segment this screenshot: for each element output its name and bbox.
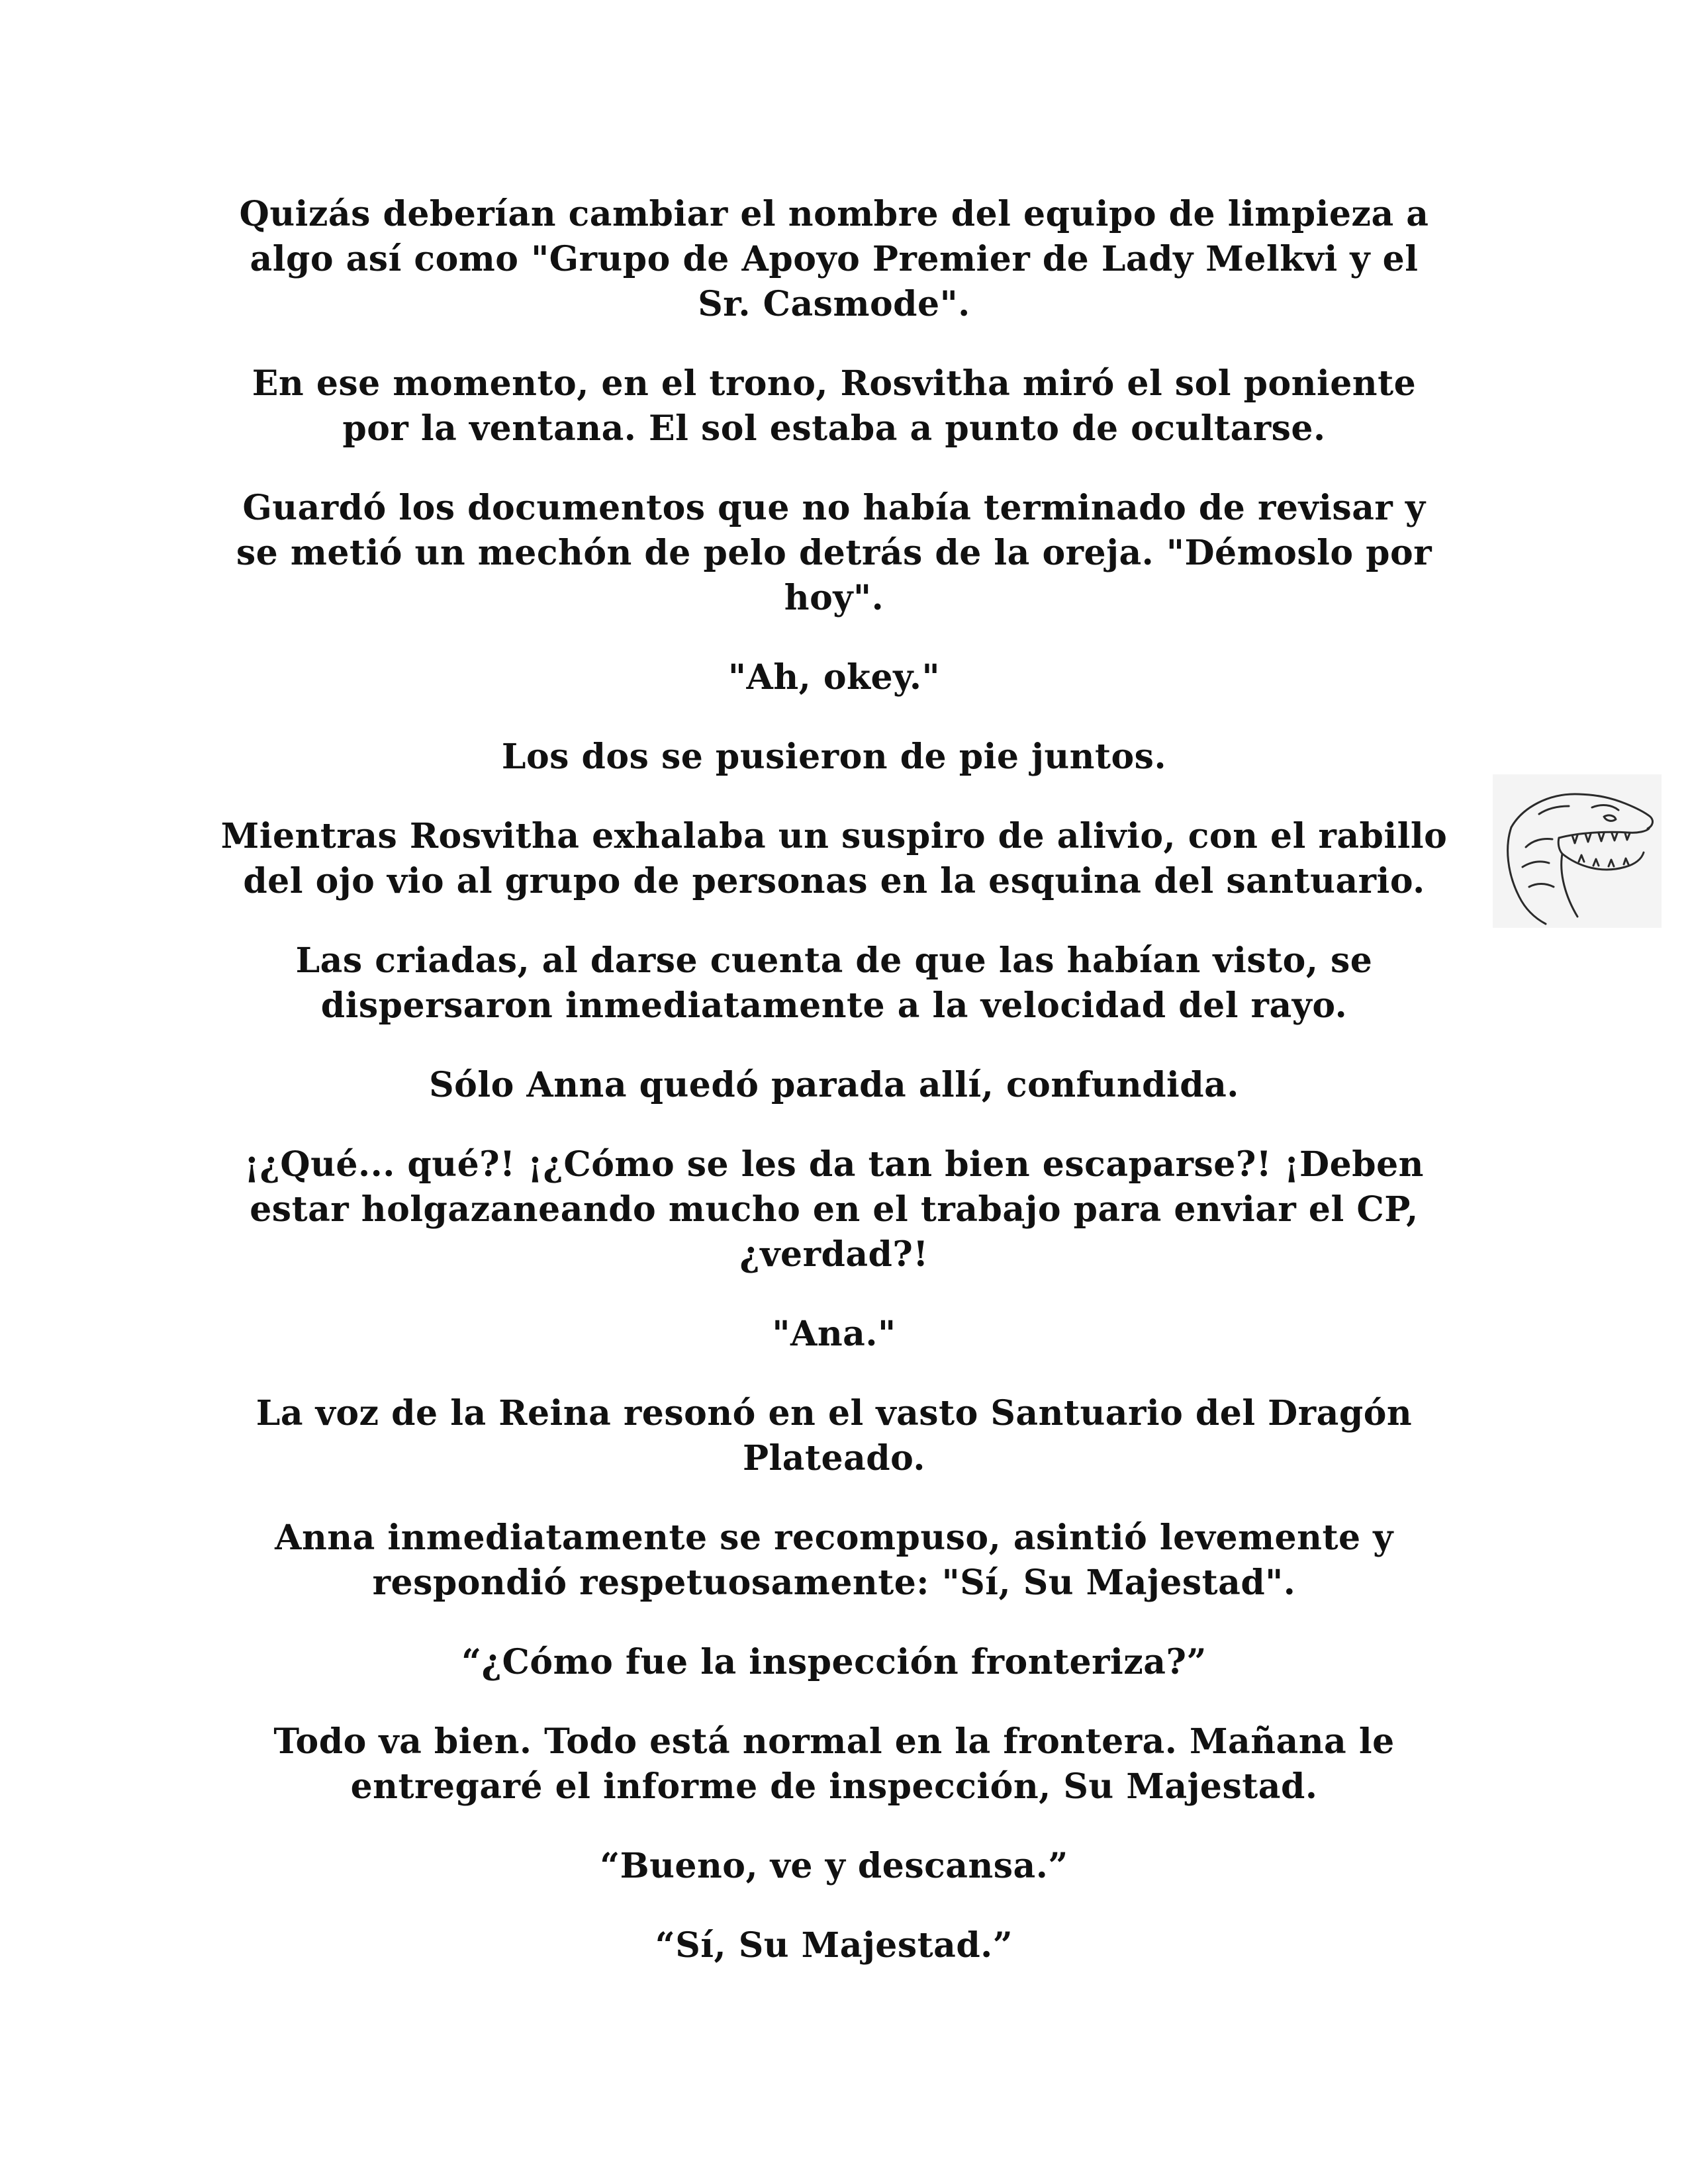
paragraph: [218, 1719, 1450, 1809]
paragraph: [218, 1516, 1450, 1606]
text-line: Las criadas, al darse cuenta de que las habían visto, se: [295, 940, 1373, 981]
text-line: Mientras Rosvitha exhalaba un suspiro de alivio, con el rabillo: [220, 816, 1448, 856]
text-line: estar holgazaneando mucho en el trabajo para enviar el CP,: [250, 1189, 1419, 1230]
text-line: “Bueno, ve y descansa.”: [600, 1846, 1068, 1886]
text-line: se metió un mechón de pelo detrás de la oreja. "Démoslo por: [236, 533, 1432, 573]
paragraph: [218, 1142, 1450, 1277]
paragraph: [218, 1844, 1450, 1889]
text-line: Anna inmediatamente se recompuso, asintió levemente y: [275, 1518, 1393, 1558]
text-line: Sr. Casmode".: [698, 284, 970, 324]
paragraph: [218, 1391, 1450, 1481]
text-line: Todo va bien. Todo está normal en la frontera. Mañana le: [273, 1721, 1395, 1762]
text-line: hoy".: [784, 578, 884, 618]
text-line: entregaré el informe de inspección, Su Majestad.: [350, 1766, 1318, 1807]
story-text: [218, 192, 1450, 2003]
text-line: algo así como "Grupo de Apoyo Premier de Lady Melkvi y el: [250, 239, 1419, 279]
text-line: Plateado.: [742, 1438, 926, 1479]
paragraph: [218, 1312, 1450, 1357]
text-line: dispersaron inmediatamente a la velocidad del rayo.: [320, 985, 1348, 1026]
text-line: ¡¿Qué... qué?! ¡¿Cómo se les da tan bien escaparse?! ¡Deben: [244, 1144, 1424, 1185]
paragraph: [218, 655, 1450, 700]
paragraph: [218, 486, 1450, 621]
text-line: ¿verdad?!: [739, 1234, 929, 1275]
paragraph: [218, 735, 1450, 780]
text-line: Guardó los documentos que no había terminado de revisar y: [242, 488, 1426, 528]
text-line: por la ventana. El sol estaba a punto de ocultarse.: [342, 408, 1326, 449]
paragraph: [218, 192, 1450, 327]
text-line: “Sí, Su Majestad.”: [655, 1925, 1013, 1966]
paragraph: [218, 361, 1450, 451]
text-line: "Ana.": [772, 1314, 896, 1354]
text-line: Sólo Anna quedó parada allí, confundida.: [429, 1065, 1239, 1105]
paragraph: [218, 1640, 1450, 1685]
text-line: Los dos se pusieron de pie juntos.: [501, 737, 1167, 777]
paragraph: [218, 814, 1450, 904]
text-line: Quizás deberían cambiar el nombre del equipo de limpieza a: [239, 194, 1429, 234]
text-line: respondió respetuosamente: "Sí, Su Majestad".: [372, 1563, 1296, 1603]
paragraph: [218, 938, 1450, 1028]
dinosaur-head-icon: [1493, 774, 1662, 928]
text-line: “¿Cómo fue la inspección fronteriza?”: [461, 1642, 1207, 1682]
paragraph: [218, 1923, 1450, 1968]
text-line: del ojo vio al grupo de personas en la esquina del santuario.: [243, 861, 1425, 901]
paragraph: [218, 1063, 1450, 1108]
text-line: "Ah, okey.": [727, 657, 941, 698]
text-line: En ese momento, en el trono, Rosvitha miró el sol poniente: [252, 363, 1417, 404]
text-line: La voz de la Reina resonó en el vasto Santuario del Dragón: [256, 1393, 1413, 1433]
